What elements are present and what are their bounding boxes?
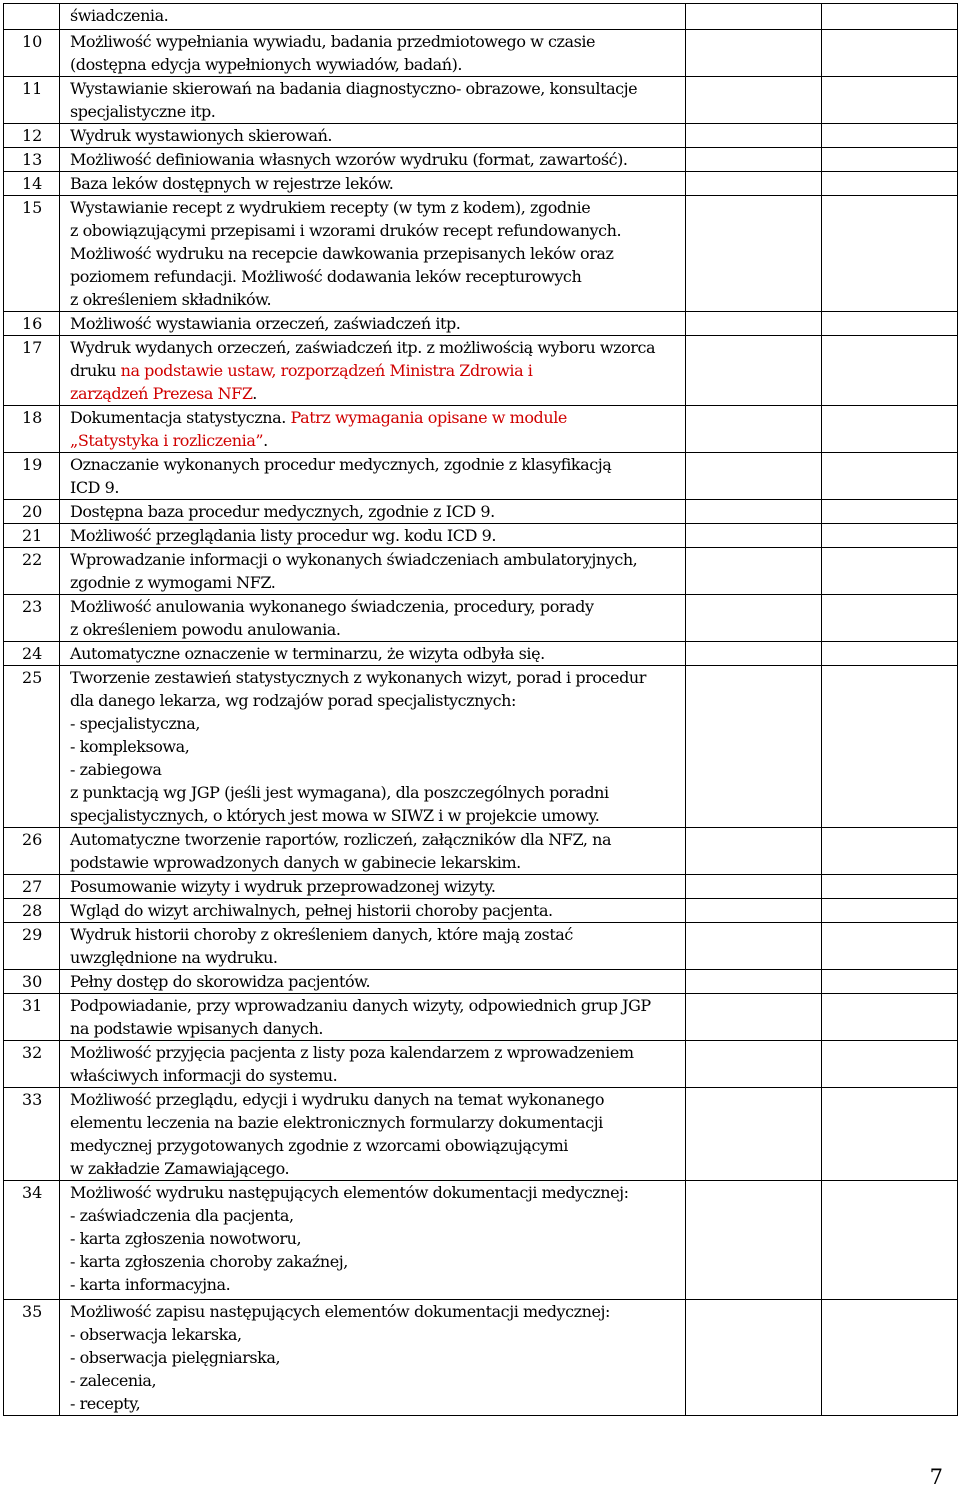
- row-number: 11: [4, 77, 60, 124]
- notes-cell: [822, 336, 958, 406]
- response-cell: [686, 4, 822, 30]
- requirement-line: [70, 618, 681, 641]
- row-number: 22: [4, 548, 60, 595]
- response-cell: [686, 524, 822, 548]
- requirement-line: [70, 53, 681, 76]
- requirement-text: [60, 77, 686, 124]
- requirement-text-segment: Możliwość przeglądu, edycji i wydruku danych na temat wykonanego: [70, 1090, 605, 1109]
- table-row: [4, 524, 958, 548]
- requirement-text-segment: (dostępna edycja wypełnionych wywiadów, badań).: [70, 55, 463, 74]
- requirement-text-segment: Możliwość wystawiania orzeczeń, zaświadczeń itp.: [70, 314, 461, 333]
- requirement-line: [70, 453, 681, 476]
- requirement-line: [70, 781, 681, 804]
- row-number: 32: [4, 1041, 60, 1088]
- requirement-text-segment: Dostępna baza procedur medycznych, zgodnie z ICD 9.: [70, 502, 495, 521]
- requirement-text-segment: - recepty,: [70, 1394, 141, 1413]
- notes-cell: [822, 124, 958, 148]
- row-number: 28: [4, 899, 60, 923]
- requirement-text-segment: Wydruk historii choroby z określeniem danych, które mają zostać: [70, 925, 573, 944]
- requirement-text: [60, 1181, 686, 1300]
- row-number: 17: [4, 336, 60, 406]
- notes-cell: [822, 1300, 958, 1416]
- requirement-text-segment: - karta zgłoszenia nowotworu,: [70, 1229, 302, 1248]
- requirement-text-segment: Wydruk wystawionych skierowań.: [70, 126, 333, 145]
- requirement-text: [60, 196, 686, 312]
- requirement-text-segment: specjalistyczne itp.: [70, 102, 216, 121]
- response-cell: [686, 595, 822, 642]
- requirement-line: [70, 382, 681, 405]
- requirement-line: [70, 899, 681, 922]
- row-number: 31: [4, 994, 60, 1041]
- table-row: [4, 994, 958, 1041]
- row-number: 25: [4, 666, 60, 828]
- requirement-line: [70, 758, 681, 781]
- requirement-line: [70, 288, 681, 311]
- requirement-text-segment: Pełny dostęp do skorowidza pacjentów.: [70, 972, 371, 991]
- notes-cell: [822, 453, 958, 500]
- requirement-text: [60, 923, 686, 970]
- requirement-text: [60, 453, 686, 500]
- requirement-text: [60, 642, 686, 666]
- response-cell: [686, 666, 822, 828]
- row-number: 16: [4, 312, 60, 336]
- response-cell: [686, 923, 822, 970]
- requirement-text-segment: Dokumentacja statystyczna.: [70, 408, 291, 427]
- requirement-line: [70, 196, 681, 219]
- response-cell: [686, 970, 822, 994]
- requirement-text-segment: Automatyczne oznaczenie w terminarzu, że wizyta odbyła się.: [70, 644, 545, 663]
- table-row: [4, 1041, 958, 1088]
- requirement-text: [60, 30, 686, 77]
- response-cell: [686, 642, 822, 666]
- requirement-text-segment: Wprowadzanie informacji o wykonanych świadczeniach ambulatoryjnych,: [70, 550, 638, 569]
- table-row: [4, 30, 958, 77]
- requirement-text-highlight: na podstawie ustaw, rozporządzeń Ministra Zdrowia i: [120, 361, 533, 380]
- table-row: [4, 406, 958, 453]
- row-number: 15: [4, 196, 60, 312]
- response-cell: [686, 406, 822, 453]
- requirement-text: [60, 1041, 686, 1088]
- row-number: 13: [4, 148, 60, 172]
- requirement-text: [60, 548, 686, 595]
- row-number: 30: [4, 970, 60, 994]
- requirement-line: [70, 359, 681, 382]
- requirement-line: [70, 1111, 681, 1134]
- notes-cell: [822, 524, 958, 548]
- requirement-text-segment: ICD 9.: [70, 478, 120, 497]
- requirement-line: [70, 1204, 681, 1227]
- notes-cell: [822, 970, 958, 994]
- requirement-text-segment: Podpowiadanie, przy wprowadzaniu danych wizyty, odpowiednich grup JGP: [70, 996, 651, 1015]
- requirement-text-segment: Automatyczne tworzenie raportów, rozliczeń, załączników dla NFZ, na: [70, 830, 612, 849]
- requirement-text-segment: Możliwość anulowania wykonanego świadczenia, procedury, porady: [70, 597, 594, 616]
- table-row: [4, 1181, 958, 1300]
- requirement-text-segment: Wystawianie recept z wydrukiem recepty (w tym z kodem), zgodnie: [70, 198, 591, 217]
- requirement-line: [70, 1181, 681, 1204]
- requirement-line: [70, 1017, 681, 1040]
- requirement-text-segment: podstawie wprowadzonych danych w gabinecie lekarskim.: [70, 853, 521, 872]
- requirement-text-segment: Możliwość zapisu następujących elementów dokumentacji medycznej:: [70, 1302, 610, 1321]
- requirement-line: [70, 1041, 681, 1064]
- requirement-line: [70, 429, 681, 452]
- notes-cell: [822, 994, 958, 1041]
- requirement-text-segment: - zalecenia,: [70, 1371, 157, 1390]
- notes-cell: [822, 1041, 958, 1088]
- requirement-text-segment: Baza leków dostępnych w rejestrze leków.: [70, 174, 394, 193]
- table-row: [4, 77, 958, 124]
- requirement-text: [60, 312, 686, 336]
- requirement-text: [60, 336, 686, 406]
- requirement-text-segment: Wystawianie skierowań na badania diagnostyczno- obrazowe, konsultacje: [70, 79, 638, 98]
- requirement-line: [70, 1064, 681, 1087]
- notes-cell: [822, 77, 958, 124]
- requirement-text: [60, 1088, 686, 1181]
- requirement-text: [60, 899, 686, 923]
- requirement-text-segment: Możliwość wydruku następujących elementów dokumentacji medycznej:: [70, 1183, 629, 1202]
- requirement-text-segment: na podstawie wpisanych danych.: [70, 1019, 324, 1038]
- requirement-text-segment: Możliwość definiowania własnych wzorów wydruku (format, zawartość).: [70, 150, 628, 169]
- notes-cell: [822, 312, 958, 336]
- requirement-text: [60, 970, 686, 994]
- requirement-line: [70, 148, 681, 171]
- response-cell: [686, 1300, 822, 1416]
- requirement-text-segment: zgodnie z wymogami NFZ.: [70, 573, 276, 592]
- requirement-text-segment: .: [263, 431, 268, 450]
- requirement-text-segment: - karta zgłoszenia choroby zakaźnej,: [70, 1252, 348, 1271]
- requirement-text-segment: - obserwacja pielęgniarska,: [70, 1348, 281, 1367]
- requirement-text: [60, 500, 686, 524]
- requirement-line: [70, 970, 681, 993]
- row-number: 24: [4, 642, 60, 666]
- row-number: 21: [4, 524, 60, 548]
- response-cell: [686, 172, 822, 196]
- requirement-line: [70, 642, 681, 665]
- requirements-table: [3, 3, 958, 1416]
- requirement-text-segment: - specjalistyczna,: [70, 714, 201, 733]
- response-cell: [686, 1181, 822, 1300]
- row-number: 34: [4, 1181, 60, 1300]
- page-number: 7: [929, 1465, 943, 1489]
- requirement-text: [60, 4, 686, 30]
- requirement-line: [70, 828, 681, 851]
- requirement-text: [60, 828, 686, 875]
- notes-cell: [822, 196, 958, 312]
- requirement-line: [70, 946, 681, 969]
- notes-cell: [822, 148, 958, 172]
- row-number: 33: [4, 1088, 60, 1181]
- requirement-text: [60, 172, 686, 196]
- row-number: 29: [4, 923, 60, 970]
- requirement-line: [70, 666, 681, 689]
- requirement-line: [70, 571, 681, 594]
- requirement-text: [60, 1300, 686, 1416]
- requirement-line: [70, 1300, 681, 1323]
- requirement-text-segment: poziomem refundacji. Możliwość dodawania leków recepturowych: [70, 267, 582, 286]
- requirement-line: [70, 923, 681, 946]
- notes-cell: [822, 666, 958, 828]
- requirement-line: [70, 1323, 681, 1346]
- response-cell: [686, 875, 822, 899]
- requirement-text-segment: druku: [70, 361, 121, 380]
- requirement-line: [70, 242, 681, 265]
- requirement-line: [70, 1088, 681, 1111]
- requirement-line: [70, 595, 681, 618]
- notes-cell: [822, 406, 958, 453]
- table-row: [4, 828, 958, 875]
- requirement-text-segment: Wydruk wydanych orzeczeń, zaświadczeń itp. z możliwością wyboru wzorca: [70, 338, 656, 357]
- requirement-line: [70, 406, 681, 429]
- requirement-text: [60, 124, 686, 148]
- response-cell: [686, 548, 822, 595]
- table-row: [4, 148, 958, 172]
- table-row: [4, 642, 958, 666]
- requirement-line: [70, 100, 681, 123]
- notes-cell: [822, 172, 958, 196]
- response-cell: [686, 453, 822, 500]
- table-row: [4, 4, 958, 30]
- requirement-text-segment: - karta informacyjna.: [70, 1275, 231, 1294]
- notes-cell: [822, 500, 958, 524]
- requirement-text-segment: z punktacją wg JGP (jeśli jest wymagana), dla poszczególnych poradni: [70, 783, 609, 802]
- response-cell: [686, 312, 822, 336]
- requirement-text-segment: z obowiązującymi przepisami i wzorami druków recept refundowanych.: [70, 221, 622, 240]
- response-cell: [686, 1041, 822, 1088]
- notes-cell: [822, 4, 958, 30]
- response-cell: [686, 336, 822, 406]
- row-number: 20: [4, 500, 60, 524]
- requirement-line: [70, 172, 681, 195]
- requirement-text-segment: Możliwość przyjęcia pacjenta z listy poza kalendarzem z wprowadzeniem: [70, 1043, 634, 1062]
- row-number: 18: [4, 406, 60, 453]
- row-number: 27: [4, 875, 60, 899]
- requirement-text: [60, 875, 686, 899]
- notes-cell: [822, 923, 958, 970]
- requirements-table-body: [4, 4, 958, 1416]
- requirement-line: [70, 30, 681, 53]
- row-number: 19: [4, 453, 60, 500]
- notes-cell: [822, 1088, 958, 1181]
- requirement-line: [70, 500, 681, 523]
- requirement-text-segment: medycznej przygotowanych zgodnie z wzorcami obowiązującymi: [70, 1136, 568, 1155]
- response-cell: [686, 828, 822, 875]
- requirement-text-segment: uwzględnione na wydruku.: [70, 948, 278, 967]
- requirement-line: [70, 689, 681, 712]
- requirement-text-segment: - zaświadczenia dla pacjenta,: [70, 1206, 294, 1225]
- requirement-text-segment: - zabiegowa: [70, 760, 162, 779]
- row-number: 26: [4, 828, 60, 875]
- requirement-line: [70, 1392, 681, 1415]
- requirement-text-segment: Posumowanie wizyty i wydruk przeprowadzonej wizyty.: [70, 877, 496, 896]
- table-row: [4, 196, 958, 312]
- table-row: [4, 453, 958, 500]
- requirement-line: [70, 524, 681, 547]
- requirement-line: [70, 804, 681, 827]
- requirement-text-highlight: „Statystyka i rozliczenia”: [70, 431, 264, 450]
- requirement-text-segment: Tworzenie zestawień statystycznych z wykonanych wizyt, porad i procedur: [70, 668, 646, 687]
- row-number: 35: [4, 1300, 60, 1416]
- requirement-text: [60, 595, 686, 642]
- row-number: [4, 4, 60, 30]
- response-cell: [686, 124, 822, 148]
- requirement-text-segment: z określeniem składników.: [70, 290, 272, 309]
- requirement-text-segment: Wgląd do wizyt archiwalnych, pełnej historii choroby pacjenta.: [70, 901, 553, 920]
- table-row: [4, 970, 958, 994]
- requirement-text-segment: właściwych informacji do systemu.: [70, 1066, 338, 1085]
- requirement-text: [60, 406, 686, 453]
- response-cell: [686, 899, 822, 923]
- requirement-line: [70, 851, 681, 874]
- table-row: [4, 875, 958, 899]
- requirement-text-segment: w zakładzie Zamawiającego.: [70, 1159, 290, 1178]
- requirement-text: [60, 994, 686, 1041]
- response-cell: [686, 500, 822, 524]
- requirement-text-highlight: Patrz wymagania opisane w module: [290, 408, 567, 427]
- requirement-line: [70, 994, 681, 1017]
- requirement-text-segment: Możliwość wydruku na recepcie dawkowania przepisanych leków oraz: [70, 244, 614, 263]
- requirement-line: [70, 1346, 681, 1369]
- requirement-line: [70, 712, 681, 735]
- table-row: [4, 1300, 958, 1416]
- requirement-line: [70, 875, 681, 898]
- table-row: [4, 500, 958, 524]
- notes-cell: [822, 548, 958, 595]
- requirement-line: [70, 735, 681, 758]
- notes-cell: [822, 30, 958, 77]
- requirement-line: [70, 265, 681, 288]
- requirement-line: [70, 1369, 681, 1392]
- requirement-text-segment: - kompleksowa,: [70, 737, 190, 756]
- requirement-text: [60, 666, 686, 828]
- table-row: [4, 595, 958, 642]
- requirement-text-segment: z określeniem powodu anulowania.: [70, 620, 341, 639]
- row-number: 23: [4, 595, 60, 642]
- requirement-line: [70, 312, 681, 335]
- response-cell: [686, 994, 822, 1041]
- table-row: [4, 1088, 958, 1181]
- requirement-text-segment: specjalistycznych, o których jest mowa w SIWZ i w projekcie umowy.: [70, 806, 600, 825]
- requirement-line: [70, 4, 681, 27]
- notes-cell: [822, 1181, 958, 1300]
- requirement-line: [70, 124, 681, 147]
- requirement-text: [60, 524, 686, 548]
- row-number: 14: [4, 172, 60, 196]
- requirement-text-segment: - obserwacja lekarska,: [70, 1325, 242, 1344]
- requirement-text-segment: Możliwość wypełniania wywiadu, badania przedmiotowego w czasie: [70, 32, 596, 51]
- requirement-line: [70, 219, 681, 242]
- table-row: [4, 666, 958, 828]
- requirement-line: [70, 476, 681, 499]
- requirement-line: [70, 77, 681, 100]
- table-row: [4, 548, 958, 595]
- response-cell: [686, 77, 822, 124]
- requirement-line: [70, 336, 681, 359]
- requirement-line: [70, 1273, 681, 1296]
- requirement-text-segment: elementu leczenia na bazie elektronicznych formularzy dokumentacji: [70, 1113, 603, 1132]
- response-cell: [686, 196, 822, 312]
- row-number: 10: [4, 30, 60, 77]
- table-row: [4, 312, 958, 336]
- table-row: [4, 923, 958, 970]
- response-cell: [686, 30, 822, 77]
- requirement-text-segment: Oznaczanie wykonanych procedur medycznych, zgodnie z klasyfikacją: [70, 455, 612, 474]
- notes-cell: [822, 828, 958, 875]
- notes-cell: [822, 642, 958, 666]
- requirement-line: [70, 1157, 681, 1180]
- requirement-line: [70, 1134, 681, 1157]
- table-row: [4, 172, 958, 196]
- requirement-text-segment: .: [252, 384, 257, 403]
- requirement-text-highlight: zarządzeń Prezesa NFZ: [70, 384, 253, 403]
- requirement-line: [70, 1250, 681, 1273]
- requirement-line: [70, 1227, 681, 1250]
- table-row: [4, 336, 958, 406]
- requirement-text-segment: Możliwość przeglądania listy procedur wg. kodu ICD 9.: [70, 526, 496, 545]
- table-row: [4, 899, 958, 923]
- notes-cell: [822, 875, 958, 899]
- requirement-line: [70, 548, 681, 571]
- notes-cell: [822, 595, 958, 642]
- row-number: 12: [4, 124, 60, 148]
- notes-cell: [822, 899, 958, 923]
- response-cell: [686, 148, 822, 172]
- requirement-text: [60, 148, 686, 172]
- requirement-text-segment: świadczenia.: [70, 6, 169, 25]
- requirement-text-segment: dla danego lekarza, wg rodzajów porad specjalistycznych:: [70, 691, 516, 710]
- table-row: [4, 124, 958, 148]
- response-cell: [686, 1088, 822, 1181]
